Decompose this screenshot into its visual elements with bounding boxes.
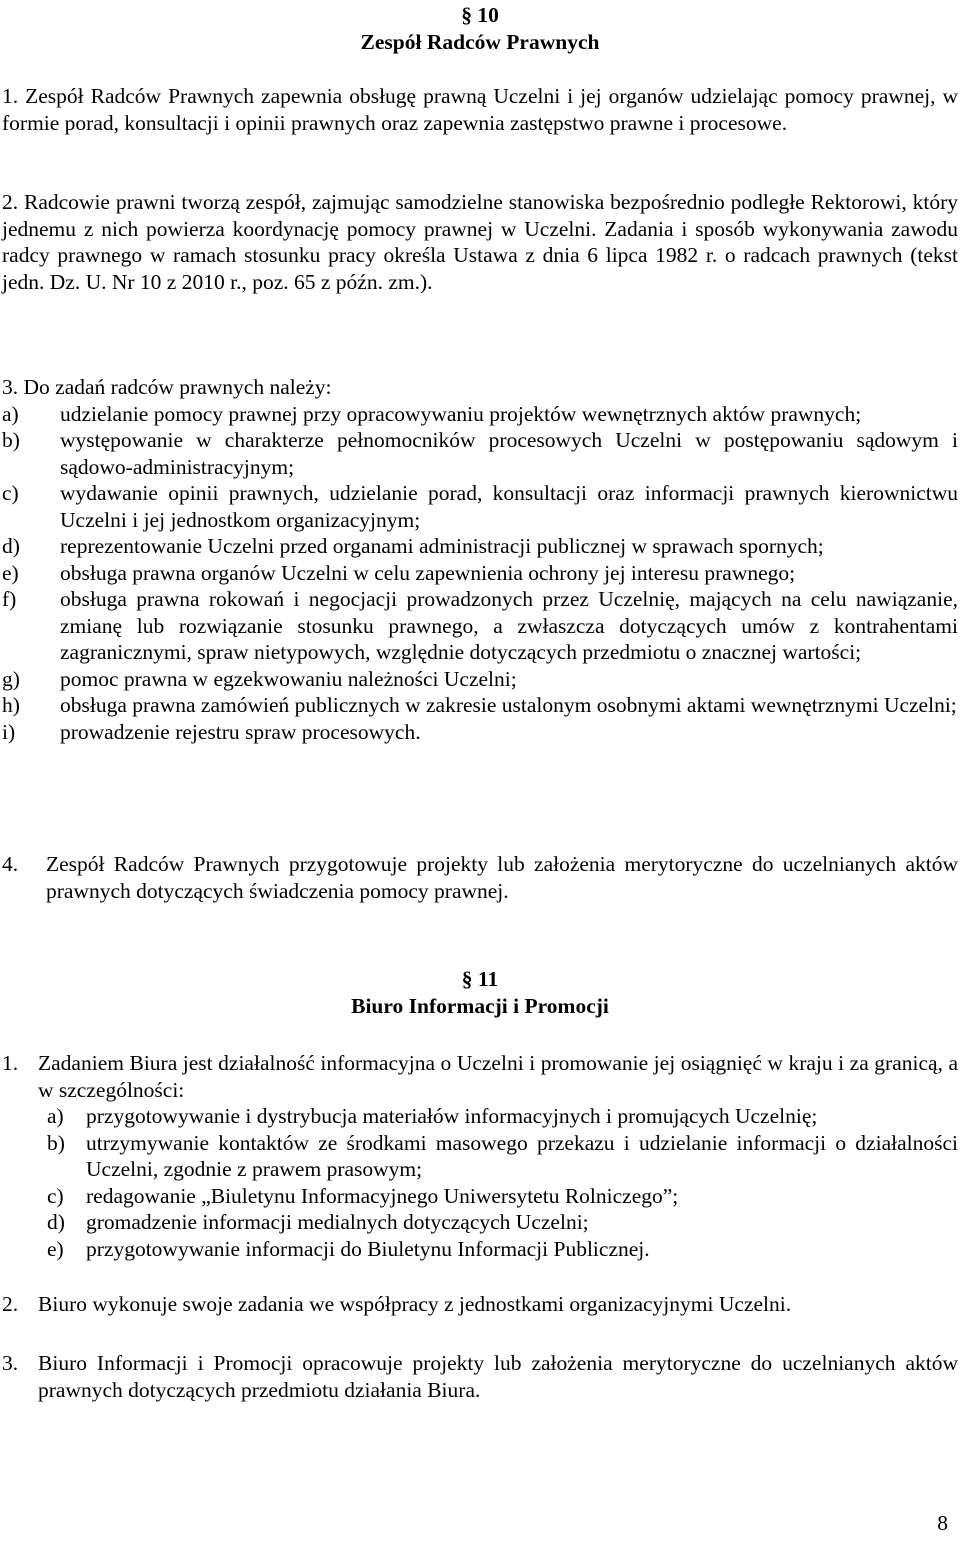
list-item-text: pomoc prawna w egzekwowaniu należności Uczelni; [60, 666, 517, 691]
s10-p4-number: 4. [2, 852, 19, 876]
list-item-marker: d) [2, 534, 20, 558]
list-item-text: gromadzenie informacji medialnych dotyczących Uczelni; [86, 1210, 589, 1234]
list-item-marker: b) [2, 428, 20, 452]
s10-paragraph-3 [2, 374, 958, 745]
s11-p2-text: Biuro wykonuje swoje zadania we współpracy z jednostkami organizacyjnymi Uczelni. [38, 1292, 792, 1316]
s10-p2-text: Radcowie prawni tworzą zespół, zajmując samodzielne stanowiska bezpośrednio podległe Rektorowi, który jednemu z nich powierza koordynację pomocy prawnej w Uczelni. Zadania i sposób wykonywania zawodu radcy prawnego w ramach stosunku pracy określa Ustawa z dnia 6 lipca 1982 r. o radcach prawnych (tekst jedn. Dz. U. Nr 10 z 2010 r., poz. 65 z późn. zm.). [2, 190, 958, 294]
s11-paragraph-3 [2, 1350, 958, 1403]
list-item-text: utrzymywanie kontaktów ze środkami masowego przekazu i udzielanie informacji o działalności Uczelni, zgodnie z prawem prasowym; [86, 1130, 958, 1181]
list-item-marker: i) [2, 719, 16, 744]
list-item [2, 719, 958, 746]
list-item-marker: c) [47, 1183, 64, 1208]
list-item-marker: e) [2, 560, 19, 585]
section-10-title: Zespół Radców Prawnych [360, 30, 600, 54]
section-11-title: Biuro Informacji i Promocji [351, 994, 609, 1018]
list-item-marker: f) [2, 587, 17, 611]
list-item-text: obsługa prawna organów Uczelni w celu zapewnienia ochrony jej interesu prawnego; [60, 560, 796, 585]
list-item-text: prowadzenie rejestru spraw procesowych. [60, 719, 421, 744]
list-item [2, 427, 958, 480]
list-item-marker: a) [2, 401, 19, 426]
list-item-text: obsługa prawna rokowań i negocjacji prowadzonych przez Uczelnię, mających na celu nawiązanie, zmianę lub rozwiązanie stosunku prawnego, a zwłaszcza dotyczących umów z kontrahentami zagranicznymi, spraw nietypowych, względnie dotyczących przedmiotu o znacznej wartości; [60, 587, 958, 664]
list-item [2, 560, 958, 587]
s11-paragraph-2 [2, 1291, 958, 1318]
list-item-text: obsługa prawna zamówień publicznych w zakresie ustalonym osobnymi aktami wewnętrznymi Uczelni; [60, 693, 957, 717]
s10-task-list [2, 401, 958, 746]
list-item-marker: d) [47, 1210, 65, 1234]
list-item [2, 1130, 958, 1183]
list-item [2, 533, 958, 560]
list-item-text: przygotowywanie informacji do Biuletynu Informacji Publicznej. [86, 1236, 650, 1261]
list-item-marker: h) [2, 693, 20, 717]
s11-p3-number: 3. [2, 1351, 19, 1375]
list-item-text: wydawanie opinii prawnych, udzielanie porad, konsultacji oraz informacji prawnych kierownictwu Uczelni i jej jednostkom organizacyjnym; [60, 481, 958, 532]
list-item-text: występowanie w charakterze pełnomocników procesowych Uczelni w postępowaniu sądowym i sądowo-administracyjnym; [60, 428, 958, 479]
s11-p2-number: 2. [2, 1292, 19, 1316]
s10-paragraph-1 [2, 83, 958, 136]
s10-p1-text: Zespół Radców Prawnych zapewnia obsługę prawną Uczelni i jej organów udzielając pomocy prawnej, w formie porad, konsultacji i opinii prawnych oraz zapewnia zastępstwo prawne i procesowe. [2, 84, 958, 135]
list-item-marker: g) [2, 666, 20, 691]
list-item-marker: e) [47, 1236, 64, 1261]
s10-paragraph-2 [2, 189, 958, 295]
s10-paragraph-4 [2, 851, 958, 904]
list-item [2, 1209, 958, 1236]
s11-p1-intro: Zadaniem Biura jest działalność informacyjna o Uczelni i promowanie jej osiągnięć w kraju i za granicą, a w szczególności: [38, 1051, 958, 1102]
section-11-header [0, 966, 960, 1020]
s10-p1-number: 1. [2, 84, 19, 108]
list-item [2, 1236, 958, 1263]
s11-p3-text: Biuro Informacji i Promocji opracowuje projekty lub założenia merytoryczne do uczelnianych aktów prawnych dotyczących przedmiotu działania Biura. [38, 1351, 958, 1402]
section-11-number: § 11 [461, 967, 499, 991]
list-item-marker: c) [2, 481, 19, 505]
list-item [2, 692, 958, 719]
list-item [2, 480, 958, 533]
section-10-header [0, 2, 960, 56]
list-item-marker: a) [47, 1104, 64, 1128]
s11-task-list [2, 1103, 958, 1262]
list-item-text: przygotowywanie i dystrybucja materiałów informacyjnych i promujących Uczelnię; [86, 1104, 818, 1128]
list-item [2, 586, 958, 666]
list-item-marker: b) [47, 1130, 65, 1155]
list-item [2, 666, 958, 693]
list-item [2, 1103, 958, 1130]
list-item-text: reprezentowanie Uczelni przed organami administracji publicznej w sprawach spornych; [60, 534, 824, 558]
s10-p2-number: 2. [2, 190, 19, 214]
list-item-text: udzielanie pomocy prawnej przy opracowywaniu projektów wewnętrznych aktów prawnych; [60, 401, 862, 426]
page-number: 8 [937, 1511, 948, 1535]
s11-paragraph-1 [2, 1050, 958, 1262]
section-10-number: § 10 [461, 3, 499, 27]
list-item [2, 1183, 958, 1210]
list-item [2, 401, 958, 428]
s10-p4-text: Zespół Radców Prawnych przygotowuje projekty lub założenia merytoryczne do uczelnianych aktów prawnych dotyczących świadczenia pomocy prawnej. [46, 852, 958, 903]
s10-p3-number: 3. [2, 375, 19, 399]
list-item-text: redagowanie „Biuletynu Informacyjnego Uniwersytetu Rolniczego”; [86, 1183, 679, 1208]
s10-p3-intro: Do zadań radców prawnych należy: [23, 375, 332, 399]
s11-p1-number: 1. [2, 1051, 19, 1075]
